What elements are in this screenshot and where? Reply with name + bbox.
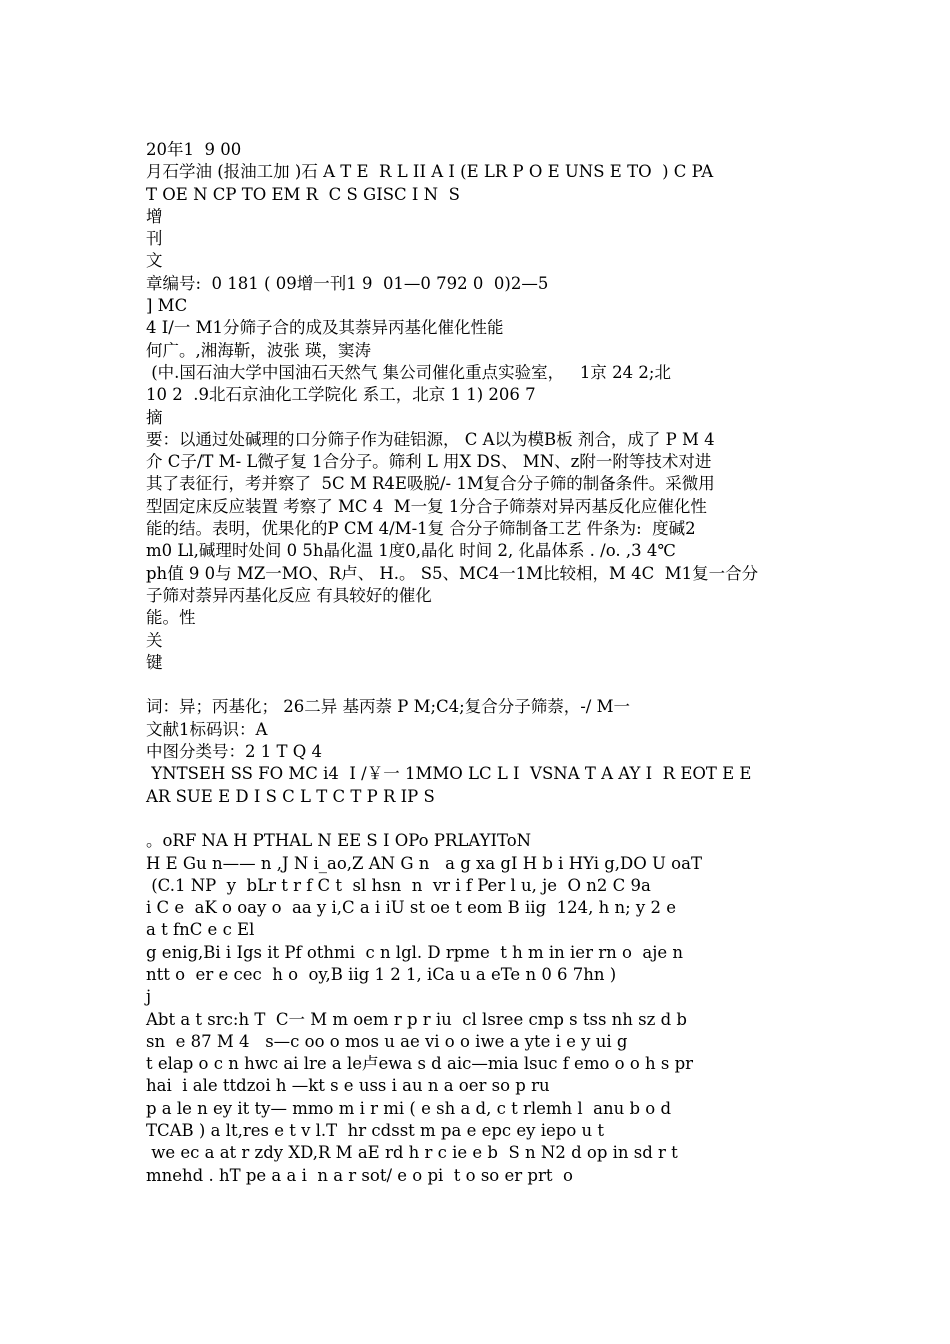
text-line: m0 Ll,碱理时处间 0 5h晶化温 1度0,晶化 时间 2, 化晶体系 . /o. ,3 4℃ [146,541,676,561]
text-line: 刊 [146,229,163,249]
text-line: TCAB ) a lt,res e t v l.T hr cdsst m pa e epc ey iepo u t [146,1121,605,1141]
text-line: sn e 87 M 4 s—c oo o mos u ae vi o o iwe a yte i e y ui g [146,1031,628,1051]
text-line: 何广。,湘海靳，波张 瑛，窦涛 [146,340,371,360]
text-line: ] MC [146,296,188,316]
text-line: 文献1标码识：A [146,719,268,739]
text-line: 词：异；丙基化； 26二异 基丙萘 P M;C4;复合分子筛萘，-/ M一 [146,697,630,717]
text-line [146,808,816,830]
text-line: 能。性 [146,608,196,628]
text-line: hai i ale ttdzoi h —kt s e uss i au n a oer so p ru [146,1076,550,1096]
text-line: 能的结。表明，优果化的P CM 4/M-1复 合分子筛制备工艺 件条为: 度碱2 [146,519,696,539]
text-line: Abt a t src:h T C一 M m oem r p r iu cl lsree cmp s tss nh sz d b [146,1009,687,1029]
text-line: mnehd . hT pe a a i n a r sot/ e o pi t o so er prt o [146,1165,573,1185]
text-line: 章编号: 0 181 ( 09增一刊1 9 01—0 792 0 0)2—5 [146,273,549,293]
text-line: YNTSEH SS FO MC i4 I /￥一 1MMO LC L I VSNA T A AY I R EOT E E [146,764,752,784]
text-line: (中.国石油大学中国油石天然气 集公司催化重点实验室， 1京 24 2;北 [146,362,671,382]
document-body [146,139,816,1187]
text-line: i C e aK o oay o aa y i,C a i iU st oe t eom B iig 124, h n; y 2 e [146,898,676,918]
text-line: AR SUE E D I S C L T C T P R IP S [146,786,435,806]
text-line: a t fnC e c El [146,920,255,940]
text-line: 关 [146,630,163,650]
text-line: 文 [146,251,163,271]
text-line: 20年1 9 00 [146,140,242,159]
text-line: t elap o c n hwc ai lre a le卢ewa s d aic—mia lsuc f emo o o h s pr [146,1054,694,1074]
text-line: 10 2 .9北石京油化工学院化 系工，北京 1 1) 206 7 [146,385,536,405]
text-line: 键 [146,652,163,672]
text-line: ntt o er e cec h o oy,B iig 1 2 1, iCa u a eTe n 0 6 7hn ) [146,964,617,984]
text-line: 增 [146,206,163,226]
text-line: p a le n ey it ty— mmo m i r mi ( e sh a d, c t rlemh l anu b o d [146,1098,672,1118]
text-line: ph值 9 0与 MZ一MO、R卢、 H.。 S5、MC4一1M比较相，M 4C M1复一合分 [146,563,759,583]
text-line: 型固定床反应装置 考察了 MC 4 M一复 1分合子筛萘对异丙基反化应催化性 [146,496,707,516]
text-line: 摘 [146,407,163,427]
text-line: g enig,Bi i Igs it Pf othmi c n lgl. D rpme t h m in ier rn o aje n [146,942,683,962]
text-line: H E Gu n—— n ,J N i_ao,Z AN G n a g xa gI H b i HYi g,DO U oaT [146,853,702,873]
text-line: (C.1 NP y bLr t r f C t sl hsn n vr i f Per l u, je O n2 C 9a [146,875,651,895]
text-line: we ec a at r zdy XD,R M aE rd h r c ie e b S n N2 d op in sd r t [146,1143,678,1163]
text-line: 4 I/一 M1分筛子合的成及其萘异丙基化催化性能 [146,318,504,338]
text-line [146,674,816,696]
text-line: 介 C子/T M- L微孑复 1合分子。筛利 L 用X DS、 MN、z附一附等技术对进 [146,452,712,472]
text-line: 中图分类号：2 1 T Q 4 [146,742,323,762]
text-line: T OE N CP TO EM R C S GISC I N S [146,184,460,204]
text-line: 要：以通过处碱理的口分筛子作为硅铝源， C A以为模B板 剂合，成了 P M 4 [146,429,715,449]
text-line: 月石学油 (报油工加 )石 A T E R L II A I (E LR P O E UNS E TO ) C PA [146,162,714,182]
text-line: 其了表征行，考并察了 5C M R4E吸脱/- 1M复合分子筛的制备条件。采微用 [146,474,715,494]
text-line: 。oRF NA H PTHAL N EE S I OPo PRLAYIToN [146,831,532,851]
text-line: j [146,987,152,1007]
text-line: 子筛对萘异丙基化反应 有具较好的催化 [146,585,432,605]
